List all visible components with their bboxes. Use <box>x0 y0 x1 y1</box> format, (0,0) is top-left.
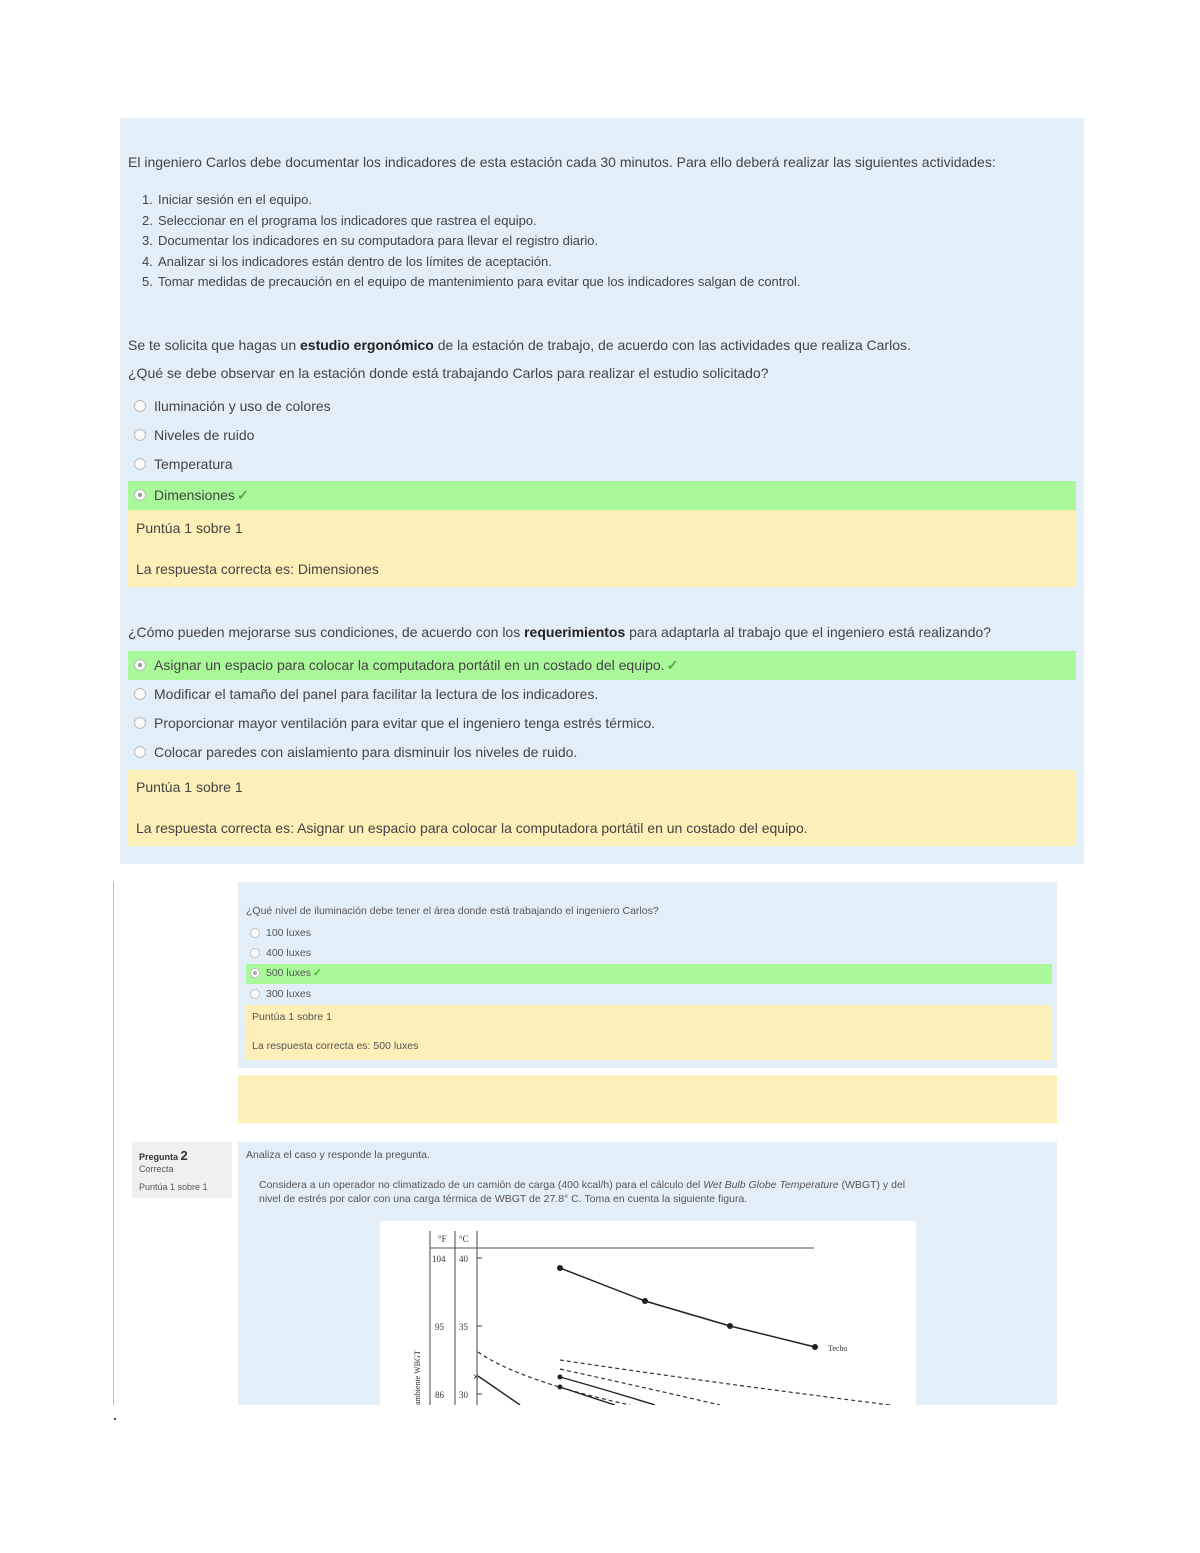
correct-answer-text: La respuesta correcta es: Asignar un espacio para colocar la computadora portátil en un costado del equipo. <box>136 820 808 836</box>
case-text-line-2: nivel de estrés por calor con una carga térmica de WBGT de 27.8° C. Toma en cuenta la siguiente figura. <box>259 1193 748 1205</box>
correct-answer-text: La respuesta correcta es: 500 luxes <box>252 1040 419 1052</box>
score-text: Puntúa 1 sobre 1 <box>136 779 243 795</box>
answer-option[interactable]: Temperatura <box>128 450 1076 479</box>
data-point <box>642 1298 648 1304</box>
question-prompt-a: ¿Qué se debe observar en la estación donde está trabajando Carlos para realizar el estudio solicitado? <box>128 365 769 381</box>
answer-option[interactable]: 100 luxes <box>246 924 1052 944</box>
feedback-box <box>128 510 1076 587</box>
answer-option[interactable]: Niveles de ruido <box>128 421 1076 450</box>
list-item: 3. Documentar los indicadores en su computadora para llevar el registro diario. <box>142 233 599 248</box>
radio-button[interactable] <box>134 429 146 441</box>
y-axis-label: ambiente WBGT <box>413 1350 422 1405</box>
question-score: Puntúa 1 sobre 1 <box>139 1182 208 1192</box>
radio-button[interactable] <box>250 948 260 958</box>
check-icon: ✓ <box>312 967 322 979</box>
unit-f-label: °F <box>438 1234 447 1244</box>
check-icon: ✓ <box>236 487 249 503</box>
answer-option[interactable]: Colocar paredes con aislamiento para disminuir los niveles de ruido. <box>128 738 1076 767</box>
list-item: 2. Seleccionar en el programa los indicadores que rastrea el equipo. <box>142 212 537 228</box>
answer-option-correct[interactable]: Dimensiones ✓ <box>128 481 1076 510</box>
data-point <box>812 1344 818 1350</box>
radio-button[interactable] <box>134 717 146 729</box>
question-small-panel <box>238 882 1057 1068</box>
tick-f-label: 95 <box>435 1322 444 1332</box>
answer-option-correct[interactable]: 500 luxes ✓ <box>246 964 1052 984</box>
question-prompt-b: ¿Cómo pueden mejorarse sus condiciones, de acuerdo con los requerimientos para adaptarla al trabajo que el ingeniero está realizando? <box>128 624 992 640</box>
radio-button[interactable] <box>134 746 146 758</box>
answer-option[interactable]: Iluminación y uso de colores <box>128 392 1076 421</box>
unit-c-label: °C <box>459 1234 469 1244</box>
case-intro: El ingeniero Carlos debe documentar los indicadores de esta estación cada 30 minutos. Para ello deberá realizar las siguientes actividades: <box>128 154 996 170</box>
curve-techo <box>560 1268 815 1347</box>
data-point <box>727 1323 733 1329</box>
radio-button[interactable] <box>250 989 260 999</box>
answer-option[interactable]: Modificar el tamaño del panel para facilitar la lectura de los indicadores. <box>128 680 1076 709</box>
data-point <box>558 1385 563 1390</box>
tick-c-label: 35 <box>459 1322 468 1332</box>
tick-f-label: 104 <box>432 1254 446 1264</box>
check-icon: ✓ <box>666 657 679 673</box>
curve-dashed <box>560 1360 890 1405</box>
feedback-box-empty <box>238 1075 1057 1123</box>
score-text: Puntúa 1 sobre 1 <box>136 520 243 536</box>
page-marker <box>114 1418 116 1420</box>
radio-button-selected[interactable] <box>250 968 260 978</box>
curve-dashed <box>560 1369 720 1405</box>
answer-option[interactable]: 400 luxes <box>246 944 1052 964</box>
question-1-panel <box>120 118 1084 864</box>
score-text: Puntúa 1 sobre 1 <box>252 1011 332 1023</box>
answer-option[interactable]: Proporcionar mayor ventilación para evitar que el ingeniero tenga estrés térmico. <box>128 709 1076 738</box>
answer-option[interactable]: 300 luxes <box>246 985 1052 1005</box>
data-point <box>557 1265 563 1271</box>
radio-button[interactable] <box>250 928 260 938</box>
answer-option-correct[interactable]: Asignar un espacio para colocar la computadora portátil en un costado del equipo. ✓ <box>128 651 1076 680</box>
data-point <box>558 1375 563 1380</box>
activities-list <box>142 190 800 293</box>
radio-button[interactable] <box>134 688 146 700</box>
radio-button-selected[interactable] <box>134 489 146 501</box>
list-item: 5. Tomar medidas de precaución en el equipo de mantenimiento para evitar que los indicadores salgan de control. <box>142 274 801 289</box>
wbgt-figure-svg <box>380 1221 916 1405</box>
question-2-panel <box>238 1142 1057 1405</box>
request-text: Se te solicita que hagas un estudio ergonómico de la estación de trabajo, de acuerdo con las actividades que realiza Carlos. <box>128 337 911 353</box>
left-divider <box>113 882 114 1405</box>
question-prompt: ¿Qué nivel de iluminación debe tener el área donde está trabajando el ingeniero Carlos? <box>246 905 659 917</box>
question-status: Correcta <box>139 1164 174 1174</box>
curve-dashed <box>478 1352 630 1405</box>
radio-button-selected[interactable] <box>134 659 146 671</box>
radio-button[interactable] <box>134 400 146 412</box>
feedback-box <box>246 1005 1052 1060</box>
question-number: Pregunta 2 <box>139 1148 188 1163</box>
curve-solid <box>478 1376 520 1405</box>
wbgt-figure <box>380 1221 916 1405</box>
list-item: 4. Analizar si los indicadores están dentro de los límites de aceptación. <box>142 253 552 269</box>
feedback-box <box>128 770 1076 846</box>
tick-c-label: 30 <box>459 1390 468 1400</box>
instruction-text: Analiza el caso y responde la pregunta. <box>246 1149 430 1161</box>
cross-marker: × <box>473 1372 479 1383</box>
tick-f-label: 86 <box>435 1390 444 1400</box>
case-text-line-1: Considera a un operador no climatizado de un camión de carga (400 kcal/h) para el cálculo del Wet Bulb Globe Temperature (WBGT) y del <box>259 1179 906 1191</box>
radio-button[interactable] <box>134 458 146 470</box>
curve-label-techo: Techo <box>828 1344 848 1353</box>
tick-c-label: 40 <box>459 1254 468 1264</box>
correct-answer-text: La respuesta correcta es: Dimensiones <box>136 561 379 577</box>
question-info-box <box>132 1142 232 1198</box>
list-item: 1. Iniciar sesión en el equipo. <box>142 192 312 207</box>
